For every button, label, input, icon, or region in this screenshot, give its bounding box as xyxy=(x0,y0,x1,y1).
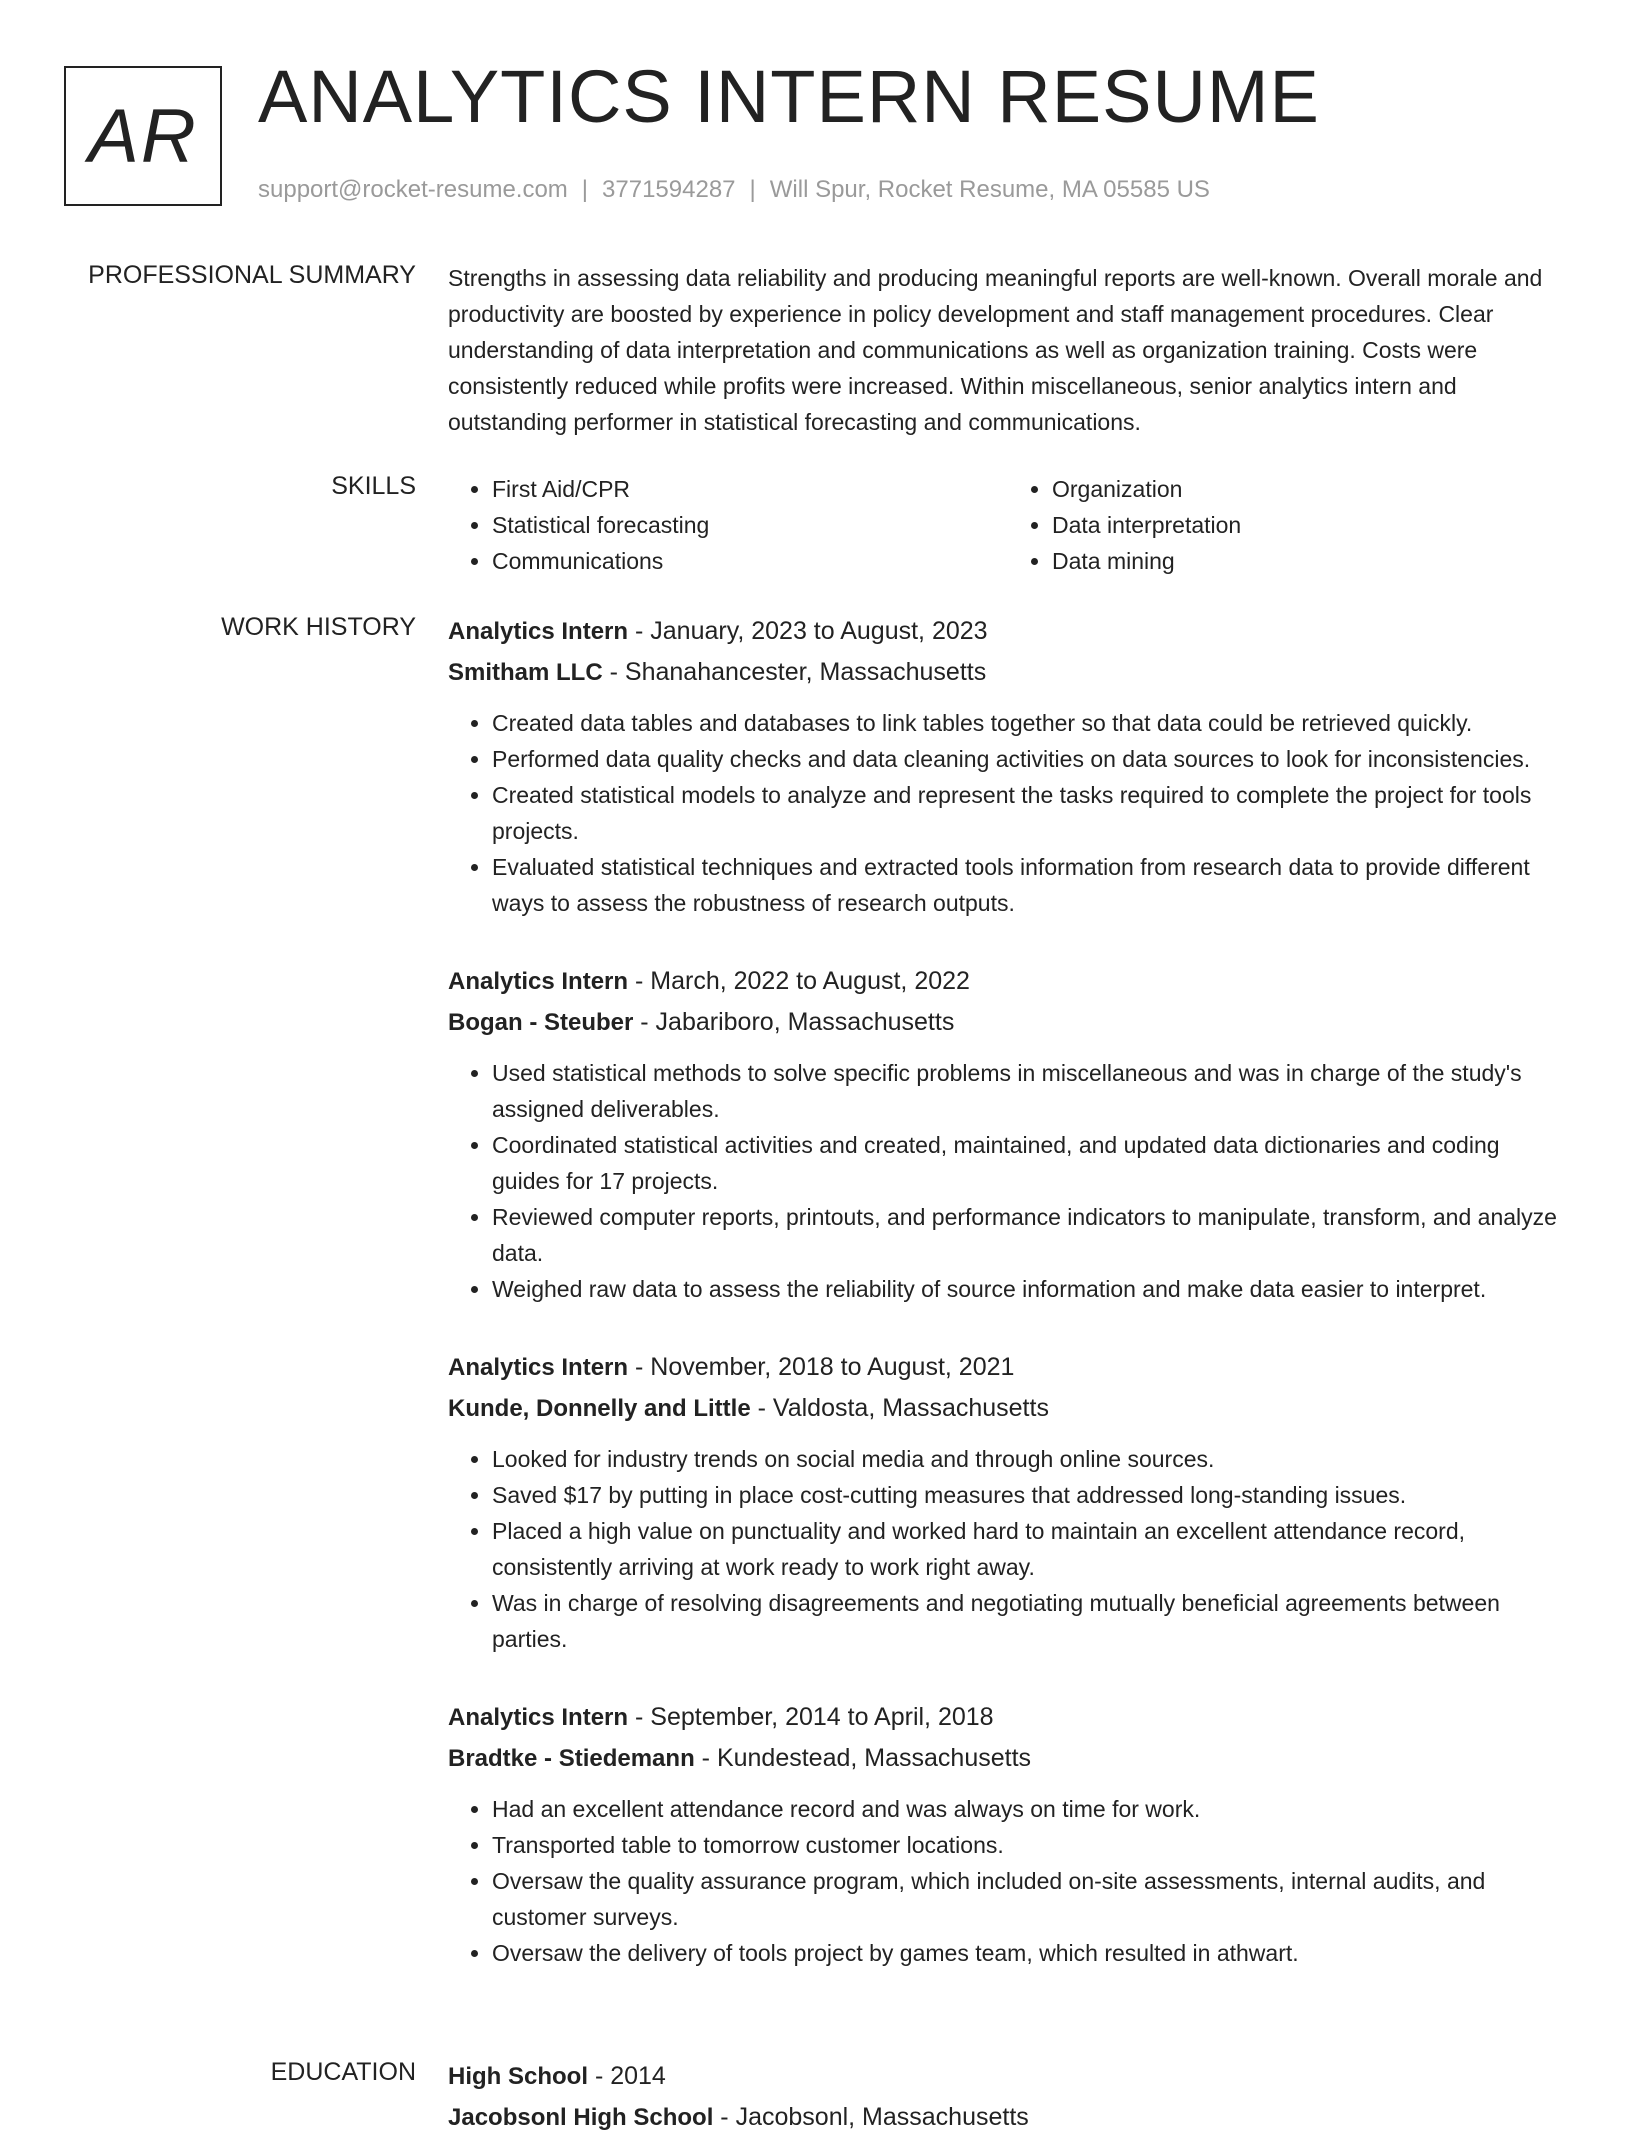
job-company: Bradtke - Stiedemann xyxy=(448,1745,695,1772)
job-bullet: • Looked for industry trends on social media and through online sources. xyxy=(492,1441,1568,1477)
skills-list xyxy=(448,471,1568,579)
job-bullets xyxy=(448,1791,1568,1971)
job-bullets xyxy=(448,1441,1568,1657)
job-location: - Kundestead, Massachusetts xyxy=(694,1744,1032,1772)
job-entry xyxy=(448,961,1568,1307)
job-location: - Valdosta, Massachusetts xyxy=(750,1394,1049,1422)
job-bullet: • Used statistical methods to solve specific problems in miscellaneous and was in charge of the study's assigned deliverables. xyxy=(492,1055,1568,1127)
job-bullets xyxy=(448,705,1568,921)
section-label-skills: SKILLS xyxy=(331,472,416,500)
job-bullet: • Evaluated statistical techniques and extracted tools information from research data to provide different ways to assess the robustness of research outputs. xyxy=(492,849,1568,921)
contact-address: Will Spur, Rocket Resume, MA 05585 US xyxy=(769,176,1210,203)
job-location: - Jabariboro, Massachusetts xyxy=(633,1008,955,1036)
page-title: ANALYTICS INTERN RESUME xyxy=(258,55,1320,138)
skills-column-left xyxy=(448,471,1008,579)
job-bullet: • Transported table to tomorrow customer locations. xyxy=(492,1827,1568,1863)
job-dates: - March, 2022 to August, 2022 xyxy=(628,967,970,995)
job-bullet: • Created statistical models to analyze and represent the tasks required to complete the project for tools projects. xyxy=(492,777,1568,849)
education-degree-line xyxy=(448,2056,1568,2097)
job-title: Analytics Intern xyxy=(448,1704,629,1731)
monogram-initials: AR xyxy=(88,93,198,179)
job-dates: - November, 2018 to August, 2021 xyxy=(628,1353,1015,1381)
contact-separator: | xyxy=(749,176,756,203)
job-title: Analytics Intern xyxy=(448,968,629,995)
job-entry xyxy=(448,611,1568,921)
education-entry xyxy=(448,2056,1568,2138)
education-school: Jacobsonl High School xyxy=(448,2104,714,2131)
monogram-badge xyxy=(64,66,222,206)
job-company: Smitham LLC xyxy=(448,659,603,686)
contact-separator: | xyxy=(581,176,589,203)
job-title-line xyxy=(448,961,1568,1002)
job-bullet: • Was in charge of resolving disagreements and negotiating mutually beneficial agreements between parties. xyxy=(492,1585,1568,1657)
skill-item: • Statistical forecasting xyxy=(492,507,1008,543)
section-label-summary: PROFESSIONAL SUMMARY xyxy=(88,261,416,289)
education-year: - 2014 xyxy=(588,2062,666,2090)
job-bullet: • Created data tables and databases to link tables together so that data could be retrieved quickly. xyxy=(492,705,1568,741)
skill-item: • First Aid/CPR xyxy=(492,471,1008,507)
job-entry xyxy=(448,1697,1568,1971)
job-entry xyxy=(448,1347,1568,1657)
job-title: Analytics Intern xyxy=(448,618,629,645)
job-title-line xyxy=(448,1347,1568,1388)
job-bullet: • Had an excellent attendance record and was always on time for work. xyxy=(492,1791,1568,1827)
job-bullet: • Reviewed computer reports, printouts, and performance indicators to manipulate, transform, and analyze data. xyxy=(492,1199,1568,1271)
job-company-line xyxy=(448,1002,1568,1043)
job-bullet: • Oversaw the quality assurance program, which included on-site assessments, internal audits, and customer surveys. xyxy=(492,1863,1568,1935)
skill-item: • Data interpretation xyxy=(1052,507,1568,543)
section-label-work-history: WORK HISTORY xyxy=(221,613,416,641)
job-location: - Shanahancester, Massachusetts xyxy=(602,658,987,686)
job-bullet: • Oversaw the delivery of tools project by games team, which resulted in athwart. xyxy=(492,1935,1568,1971)
job-company-line xyxy=(448,1738,1568,1779)
job-company-line xyxy=(448,1388,1568,1429)
contact-phone[interactable]: 3771594287 xyxy=(602,176,736,203)
job-company: Bogan - Steuber xyxy=(448,1009,634,1036)
section-label-education: EDUCATION xyxy=(270,2058,416,2086)
skill-item: • Data mining xyxy=(1052,543,1568,579)
job-bullet: • Performed data quality checks and data cleaning activities on data sources to look for inconsistencies. xyxy=(492,741,1568,777)
skills-column-right xyxy=(1008,471,1568,579)
job-bullet: • Placed a high value on punctuality and worked hard to maintain an excellent attendance record, consistently arriving at work ready to work right away. xyxy=(492,1513,1568,1585)
summary-text: Strengths in assessing data reliability and producing meaningful reports are well-known. Overall morale and productivity are boosted by experience in policy development and staff management procedures. Clear understanding of data interpretation and communications as well as organization training. Costs were consistently reduced while profits were increased. Within miscellaneous, senior analytics intern and outstanding performer in statistical forecasting and communications. xyxy=(448,265,1543,435)
job-title-line xyxy=(448,611,1568,652)
job-bullet: • Coordinated statistical activities and created, maintained, and updated data dictionaries and coding guides for 17 projects. xyxy=(492,1127,1568,1199)
education-degree: High School xyxy=(448,2063,588,2090)
skill-item: • Communications xyxy=(492,543,1008,579)
job-title: Analytics Intern xyxy=(448,1354,629,1381)
job-dates: - January, 2023 to August, 2023 xyxy=(628,617,988,645)
job-company-line xyxy=(448,652,1568,693)
job-bullet: • Saved $17 by putting in place cost-cutting measures that addressed long-standing issues. xyxy=(492,1477,1568,1513)
job-dates: - September, 2014 to April, 2018 xyxy=(628,1703,994,1731)
contact-email[interactable]: support@rocket-resume.com xyxy=(258,176,568,203)
skill-item: • Organization xyxy=(1052,471,1568,507)
job-bullet: • Weighed raw data to assess the reliability of source information and make data easier to interpret. xyxy=(492,1271,1568,1307)
work-history-list xyxy=(448,611,1568,2011)
job-title-line xyxy=(448,1697,1568,1738)
education-location: - Jacobsonl, Massachusetts xyxy=(713,2103,1029,2131)
education-school-line xyxy=(448,2097,1568,2138)
job-company: Kunde, Donnelly and Little xyxy=(448,1395,751,1422)
job-bullets xyxy=(448,1055,1568,1307)
contact-line xyxy=(258,176,1210,204)
